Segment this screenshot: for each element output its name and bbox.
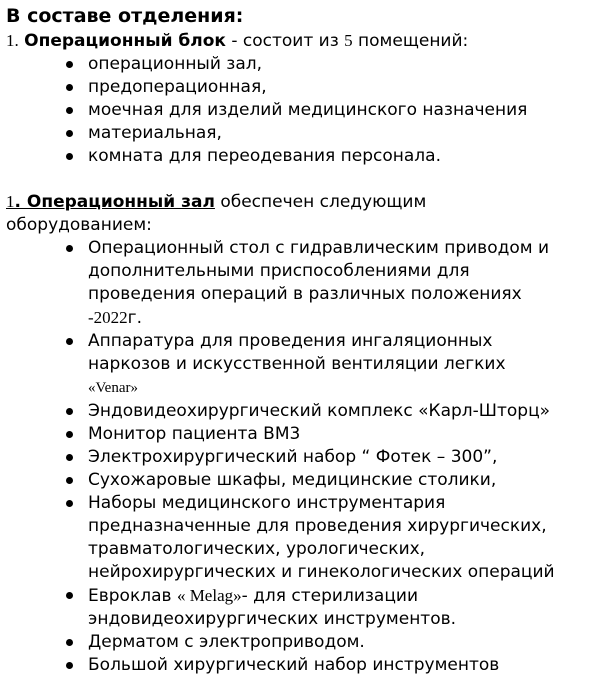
list-item-brand: « Melag»	[176, 586, 242, 605]
list-item	[6, 492, 608, 584]
list-item-line: - для стерилизации	[241, 586, 418, 606]
list-item-line: эндовидеохирургических инструментов.	[88, 609, 457, 629]
list-item	[6, 330, 608, 400]
list-item: Дерматом с электроприводом.	[6, 631, 608, 654]
list-item	[6, 584, 608, 631]
list-item-line: проведения операций в различных положениях	[88, 284, 522, 304]
section-2-intro-1: обеспечен следующим	[214, 192, 427, 212]
list-item: комната для переодевания персонала.	[6, 145, 608, 168]
section-2-number: 1	[6, 192, 15, 211]
list-item-suffix: г.	[127, 308, 143, 328]
section-1-number: 1.	[6, 31, 19, 50]
list-item: операционный зал,	[6, 53, 608, 76]
list-item	[6, 237, 608, 330]
list-item: материальная,	[6, 122, 608, 145]
section-1-title: Операционный блок	[24, 31, 226, 51]
list-item: моечная для изделий медицинского назначения	[6, 99, 608, 122]
section-2-list	[6, 237, 608, 677]
list-item: предоперационная,	[6, 76, 608, 99]
list-item-line: Аппаратура для проведения ингаляционных	[88, 331, 493, 351]
section-2-title-line	[6, 190, 608, 214]
list-item-brand: «Venar»	[88, 380, 138, 396]
list-item-line: нейрохирургических и гинекологических операций	[88, 562, 555, 582]
list-item-line: Операционный стол с гидравлическим приводом и	[88, 238, 550, 258]
list-item: Большой хирургический набор инструментов	[6, 654, 608, 677]
list-item-line: дополнительными приспособлениями для	[88, 261, 470, 281]
section-1-count: 5	[344, 31, 353, 50]
page-heading: В составе отделения:	[6, 5, 244, 27]
section-1-title-line	[6, 29, 608, 53]
list-item-line: Евроклав	[88, 586, 177, 606]
list-item-line: наркозов и искусственной вентиляции легких	[88, 354, 506, 374]
list-item: Сухожаровые шкафы, медицинские столики,	[6, 469, 608, 492]
list-item: Монитор пациента ВМ3	[6, 423, 608, 446]
list-item-year: -2022	[88, 308, 128, 327]
spacer	[6, 168, 608, 190]
section-1-list	[6, 53, 608, 168]
section-2-intro-line-2: оборудованием:	[6, 215, 152, 235]
list-item-line: Наборы медицинского инструментария	[88, 493, 446, 513]
list-item-line: предназначенные для проведения хирургических,	[88, 516, 547, 536]
section-1-text-b: помещений:	[352, 31, 469, 51]
list-item: Электрохирургический набор “ Фотек – 300”,	[6, 446, 608, 469]
list-item: Эндовидеохирургический комплекс «Карл-Шторц»	[6, 400, 608, 423]
section-2-title: . Операционный зал	[14, 192, 215, 212]
section-1-text-a: - состоит из	[225, 31, 345, 51]
list-item-line: травматологических, урологических,	[88, 539, 426, 559]
